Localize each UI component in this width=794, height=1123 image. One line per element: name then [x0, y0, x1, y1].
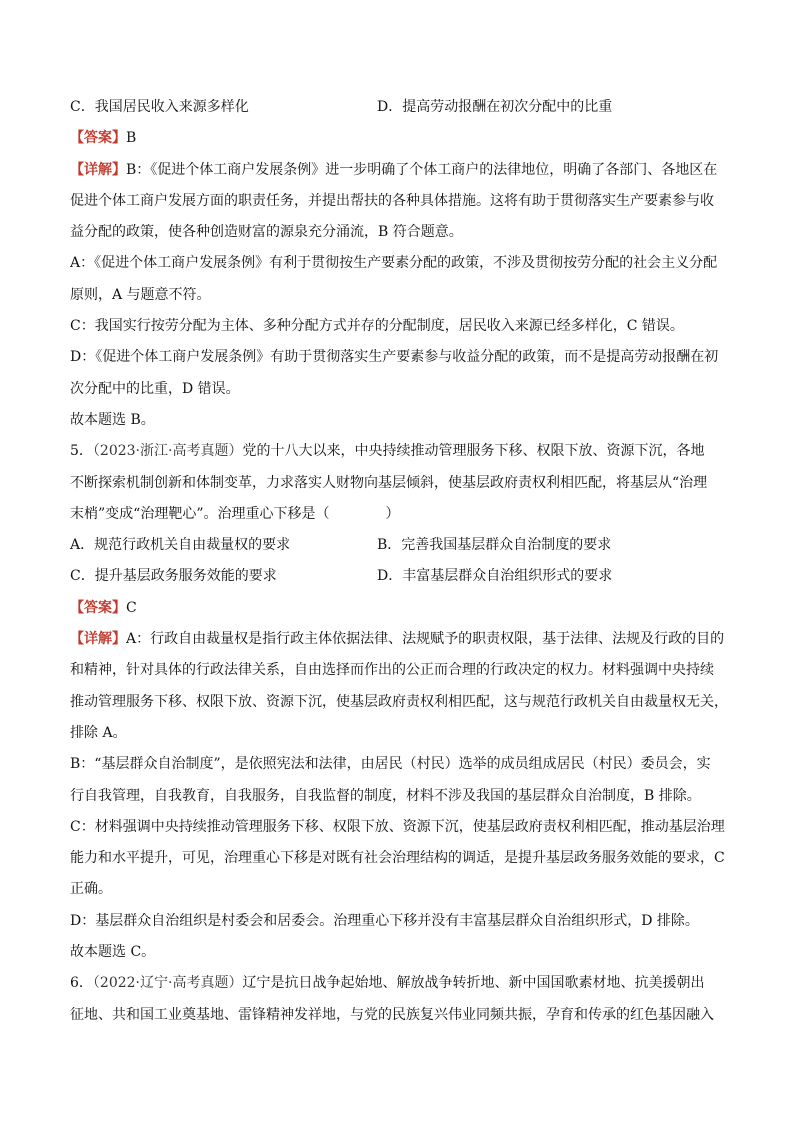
q4-detail-line: 促进个体工商户发展方面的职责任务，并提出帮扶的各种具体措施。这将有助于贯彻落实生产要素参与收 [70, 192, 714, 209]
q5-detail-line: 正确。 [70, 881, 112, 898]
q5-option-b: B．完善我国基层群众自治制度的要求 [377, 537, 612, 554]
q4-detail-line: 次分配中的比重，D 错误。 [70, 380, 240, 397]
q4-option-c: C．我国居民收入来源多样化 [70, 99, 249, 115]
q5-detail-line: 行自我管理，自我教育，自我服务，自我监督的制度，材料不涉及我国的基层群众自治制度，B 排除。 [70, 787, 701, 804]
question-source: （2022·辽宁·高考真题） [92, 975, 243, 992]
q6-stem-line: 6．（2022·辽宁·高考真题）辽宁是抗日战争起始地、解放战争转折地、新中国国歌素材地、抗美援朝出 [70, 975, 705, 992]
q5-detail-line: C：材料强调中央持续推动管理服务下移、权限下放、资源下沉，使基层政府责权利相匹配，推动基层治理 [70, 818, 725, 835]
q5-option-d: D．丰富基层群众自治组织形式的要求 [377, 568, 613, 585]
q5-detail-line: B：“基层群众自治制度”，是依照宪法和法律，由居民（村民）选举的成员组成居民（村民）委员会，实 [70, 756, 711, 773]
question-number: 5． [70, 443, 93, 460]
question-number: 6． [70, 975, 93, 992]
q5-stem-line: 不断探索机制创新和体制变革，力求落实人财物向基层倾斜，使基层政府责权利相匹配，将基层从“治理 [70, 474, 708, 491]
q5-detail-line: 和精神，针对具体的行政法律关系，自由选择而作出的公正而合理的行政决定的权力。材料强调中央持续 [70, 662, 714, 679]
q5-detail-line: 能力和水平提升，可见，治理重心下移是对既有社会治理结构的调适，是提升基层政务服务效能的要求，C [70, 850, 725, 867]
question-source: （2023·浙江·高考真题） [92, 443, 243, 460]
answer-value: C [126, 599, 137, 616]
q5-conclusion: 故本题选 C。 [70, 944, 156, 961]
q5-detail-line: 【详解】A：行政自由裁量权是指行政主体依据法律、法规赋予的职责权限，基于法律、法规及行政的目的 [70, 631, 725, 648]
q5-detail-line: 排除 A。 [70, 724, 127, 741]
document-page [70, 96, 730, 1035]
q6-stem-line: 征地、共和国工业奠基地、雷锋精神发祥地，与党的民族复兴伟业同频共振，孕育和传承的红色基因融入 [70, 1006, 714, 1023]
q5-option-a: A．规范行政机关自由裁量权的要求 [70, 537, 291, 554]
answer-value: B [126, 130, 137, 147]
q5-detail-line: 推动管理服务下移、权限下放、资源下沉，使基层政府责权利相匹配，这与规范行政机关自由裁量权无关， [70, 693, 728, 710]
q5-stem-line: 末梢”变成“治理靶心”。治理重心下移是（ ） [70, 505, 400, 522]
detail-tag: 【详解】 [70, 161, 126, 178]
q5-options-row [70, 534, 730, 556]
q5-option-c: C．提升基层政务服务效能的要求 [70, 568, 277, 585]
answer-tag: 【答案】 [70, 599, 126, 616]
q5-detail-line: D：基层群众自治组织是村委会和居委会。治理重心下移并没有丰富基层群众自治组织形式，D 排除。 [70, 912, 699, 929]
detail-tag: 【详解】 [70, 631, 126, 648]
q4-options-row [70, 96, 730, 118]
q5-options-row [70, 565, 730, 587]
q4-answer [70, 127, 730, 149]
q4-detail-line: C：我国实行按劳分配为主体、多种分配方式并存的分配制度，居民收入来源已经多样化，C 错误。 [70, 318, 684, 335]
q5-stem-line: 5．（2023·浙江·高考真题）党的十八大以来，中央持续推动管理服务下移、权限下放、资源下沉，各地 [70, 443, 705, 460]
q4-conclusion: 故本题选 B。 [70, 411, 155, 428]
q4-detail-line: 【详解】B：《促进个体工商户发展条例》进一步明确了个体工商户的法律地位，明确了各部门、各地区在 [70, 161, 718, 178]
q5-answer [70, 597, 730, 619]
answer-tag: 【答案】 [70, 130, 126, 147]
q4-option-d: D．提高劳动报酬在初次分配中的比重 [377, 99, 613, 115]
q4-detail-line: 原则，A 与题意不符。 [70, 286, 211, 303]
q4-detail-line: A：《促进个体工商户发展条例》有利于贯彻按生产要素分配的政策，不涉及贯彻按劳分配的社会主义分配 [70, 255, 718, 272]
q4-detail-line: D：《促进个体工商户发展条例》有助于贯彻落实生产要素参与收益分配的政策，而不是提高劳动报酬在初 [70, 349, 719, 366]
q4-detail-line: 益分配的政策，使各种创造财富的源泉充分涌流，B 符合题意。 [70, 224, 463, 241]
